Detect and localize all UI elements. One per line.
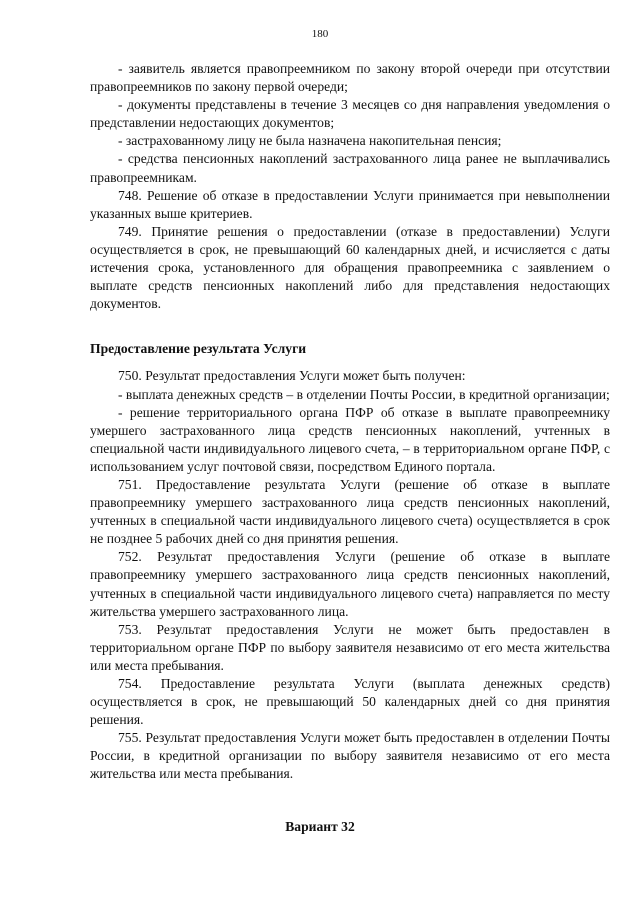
paragraph-750: 750. Результат предоставления Услуги может быть получен: — [118, 368, 466, 384]
paragraph-753: 753. Результат предоставления Услуги не может быть предоставлен в территориальном органе ПФР по выбору заявителя независимо от его места жительства или места пребывания. — [90, 621, 610, 673]
variant-heading: Вариант 32 — [285, 819, 355, 834]
criterion-paragraph: - застрахованному лицу не была назначена накопительная пенсия; — [118, 133, 502, 149]
document-body — [90, 60, 610, 784]
paragraph-748: 748. Решение об отказе в предоставлении Услуги принимается при невыполнении указанных выше критериев. — [90, 187, 610, 221]
result-option-paragraph: - выплата денежных средств – в отделении Почты России, в кредитной организации; — [118, 386, 610, 402]
criterion-paragraph: - средства пенсионных накоплений застрахованного лица ранее не выплачивались правопреемникам. — [90, 151, 610, 185]
paragraph-755: 755. Результат предоставления Услуги может быть предоставлен в отделении Почты России, в кредитной организации по выбору заявителя независимо от его места жительства или места пребывания. — [90, 730, 610, 782]
result-option-paragraph: - решение территориального органа ПФР об отказе в выплате правопреемнику умершего застрахованного лица средств пенсионных накоплений, учтенных в специальной части индивидуального лицевого счета, – в территориальном органе ПФР, с использованием услуг почтовой связи, посредством Единого портала. — [90, 404, 610, 474]
paragraph-752: 752. Результат предоставления Услуги (решение об отказе в выплате правопреемнику умершего застрахованного лица средств пенсионных накоплений, учтенных в специальной части индивидуального лицевого счета) направляется по месту жительства умершего застрахованного лица. — [90, 549, 610, 619]
criterion-paragraph: - заявитель является правопреемником по закону второй очереди при отсутствии правопреемников по закону первой очереди; — [90, 61, 610, 95]
page-number: 180 — [311, 28, 329, 40]
paragraph-754: 754. Предоставление результата Услуги (выплата денежных средств) осуществляется в срок, не превышающий 50 календарных дней со дня принятия решения. — [90, 676, 610, 728]
criterion-paragraph: - документы представлены в течение 3 месяцев со дня направления уведомления о представлении недостающих документов; — [90, 97, 610, 131]
section-heading: Предоставление результата Услуги — [90, 341, 307, 357]
paragraph-749: 749. Принятие решения о предоставлении (отказе в предоставлении) Услуги осуществляется в срок, не превышающий 60 календарных дней, и исчисляется с даты истечения срока, установленного для обращения правопреемника с заявлением о выплате средств пенсионных накоплений либо для представления недостающих документов. — [90, 223, 610, 312]
paragraph-751: 751. Предоставление результата Услуги (решение об отказе в выплате правопреемнику умершего застрахованного лица средств пенсионных накоплений, учтенных в специальной части индивидуального лицевого счета) осуществляется в срок не позднее 5 рабочих дней со дня принятия решения. — [90, 476, 610, 547]
